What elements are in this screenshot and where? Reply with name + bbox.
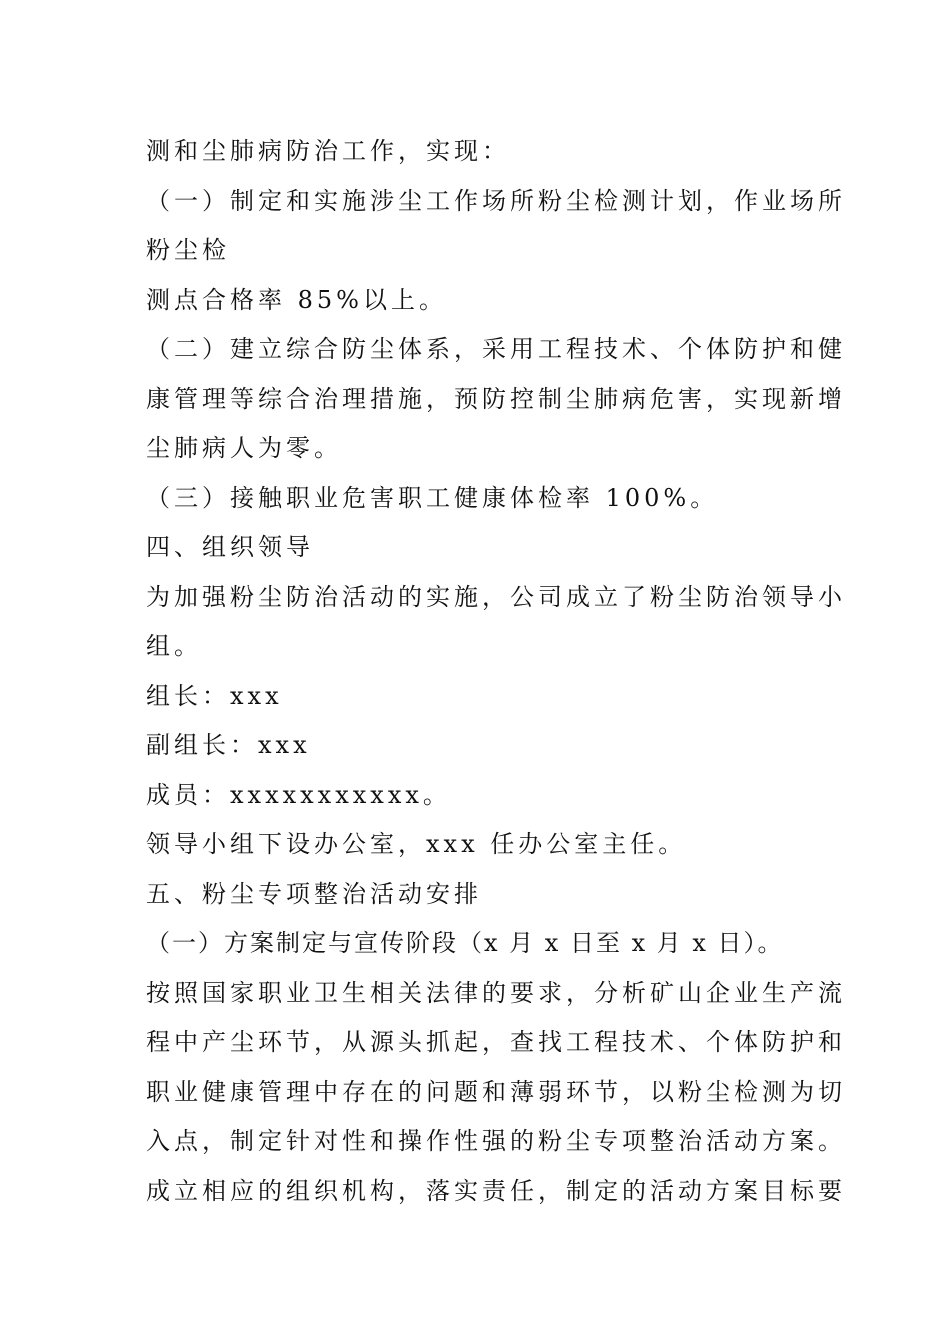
section-heading: 四、组织领导: [146, 533, 314, 561]
paragraph-line: 为加强粉尘防治活动的实施，公司成立了粉尘防治领导小: [146, 582, 846, 611]
paragraph-line: （二）建立综合防尘体系，采用工程技术、个体防护和健: [146, 335, 846, 363]
paragraph-line: 组。: [146, 632, 202, 660]
paragraph-line: 按照国家职业卫生相关法律的要求，分析矿山企业生产流: [146, 978, 846, 1007]
paragraph-line: （三）接触职业危害职工健康体检率 100%。: [146, 483, 719, 512]
section-heading: 五、粉尘专项整治活动安排: [146, 879, 482, 908]
paragraph-line: （一）制定和实施涉尘工作场所粉尘检测计划，作业场所: [146, 186, 846, 215]
paragraph-line: 测点合格率 85%以上。: [146, 285, 447, 314]
group-leader-line: 组长：xxx: [146, 681, 283, 710]
members-line: 成员：xxxxxxxxxxx。: [146, 780, 451, 809]
paragraph-line: 入点，制定针对性和操作性强的粉尘专项整治活动方案。: [146, 1127, 846, 1155]
paragraph-line: 领导小组下设办公室，xxx 任办公室主任。: [146, 830, 687, 858]
paragraph-line: 测和尘肺病防治工作，实现：: [146, 137, 510, 165]
paragraph-line: 程中产尘环节，从源头抓起，查找工程技术、个体防护和: [146, 1028, 846, 1056]
paragraph-line: 粉尘检: [146, 236, 230, 264]
subsection-heading: （一）方案制定与宣传阶段（x 月 x 日至 x 月 x 日）。: [146, 929, 784, 957]
deputy-leader-line: 副组长：xxx: [146, 731, 311, 759]
paragraph-line: 成立相应的组织机构，落实责任，制定的活动方案目标要: [146, 1176, 846, 1205]
paragraph-line: 康管理等综合治理措施，预防控制尘肺病危害，实现新增: [146, 384, 846, 413]
document-body: [146, 127, 846, 1216]
paragraph-line: 职业健康管理中存在的问题和薄弱环节，以粉尘检测为切: [146, 1077, 846, 1106]
paragraph-line: 尘肺病人为零。: [146, 434, 342, 462]
